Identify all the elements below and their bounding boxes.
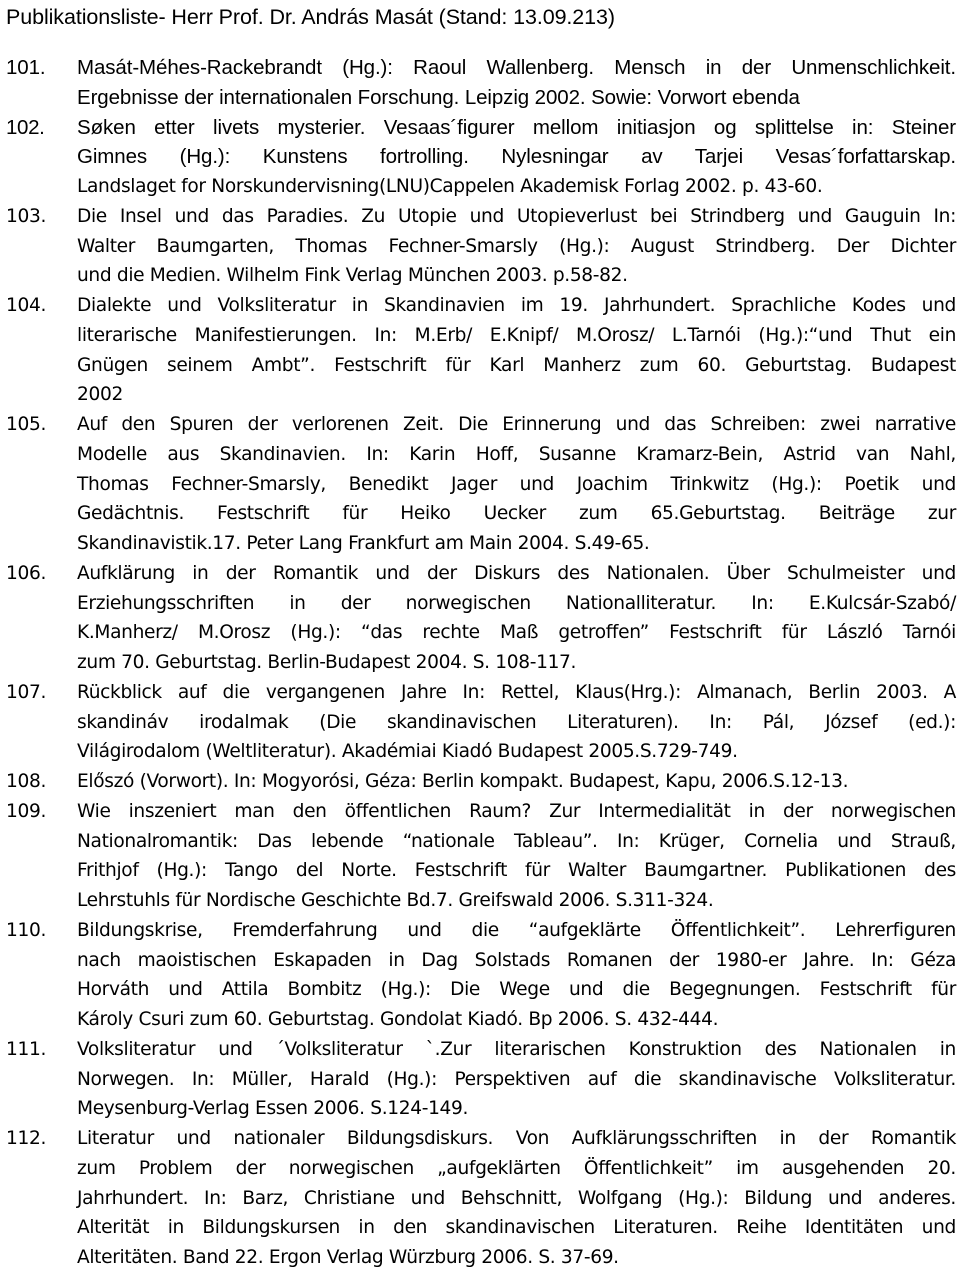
entry-text [77, 678, 956, 767]
publication-entry [0, 410, 960, 559]
publication-entry [0, 291, 960, 410]
entry-line: Landslaget for Norskundervisning(LNU)Cappelen Akademisk Forlag 2002. p. 43-60. [77, 176, 823, 197]
page-title: Publikationsliste- Herr Prof. Dr. András Masát (Stand: 13.09.213) [6, 5, 615, 29]
entry-line: Jahrhundert. In: Barz, Christiane und Behschnitt, Wolfgang (Hg.): Bildung und anderes. [77, 1187, 956, 1209]
entry-text [77, 797, 956, 916]
entry-line: Ergebnisse der internationalen Forschung. Leipzig 2002. Sowie: Vorwort ebenda [77, 85, 800, 109]
entry-text [77, 202, 956, 291]
entry-line: Die Insel und das Paradies. Zu Utopie und Utopieverlust bei Strindberg und Gauguin In: [77, 205, 956, 227]
entry-line: Nationalromantik: Das lebende “nationale Tableau”. In: Krüger, Cornelia und Strauß, [77, 830, 956, 852]
publication-entry [0, 916, 960, 1035]
entry-line: Modelle aus Skandinavien. In: Karin Hoff, Susanne Kramarz-Bein, Astrid van Nahl, [77, 443, 956, 465]
entry-line: Søken etter livets mysterier. Vesaas´figurer mellom initiasjon og splittelse in: Steiner [77, 115, 956, 139]
publication-entry [0, 1035, 960, 1124]
entry-line: Alteritäten. Band 22. Ergon Verlag Würzburg 2006. S. 37-69. [77, 1247, 619, 1268]
entry-line: zum 70. Geburtstag. Berlin-Budapest 2004. S. 108-117. [77, 652, 577, 673]
entry-number: 111. [6, 1038, 47, 1060]
entry-line: Thomas Fechner-Smarsly, Benedikt Jager und Joachim Trinkwitz (Hg.): Poetik und [77, 473, 956, 495]
entry-text [77, 410, 956, 559]
entry-text [77, 916, 956, 1035]
entry-number: 104. [6, 295, 47, 316]
entry-number: 108. [6, 771, 47, 792]
entry-line: Dialekte und Volksliteratur in Skandinavien im 19. Jahrhundert. Sprachliche Kodes und [77, 295, 956, 316]
entry-line: Volksliteratur und ´Volksliteratur `.Zur literarischen Konstruktion des Nationalen in [77, 1038, 956, 1060]
entry-text [77, 53, 956, 113]
entry-number: 101. [6, 56, 46, 79]
publication-entry [0, 767, 960, 797]
entry-number: 112. [6, 1128, 47, 1149]
entry-line: Aufklärung in der Romantik und der Diskurs des Nationalen. Über Schulmeister und [77, 562, 956, 584]
entry-line: Masát-Méhes-Rackebrandt (Hg.): Raoul Wallenberg. Mensch in der Unmenschlichkeit. [77, 56, 956, 79]
entry-line: Gimnes (Hg.): Kunstens fortrolling. Nylesningar av Tarjei Vesas´forfattarskap. [77, 145, 956, 169]
entry-text [77, 113, 956, 202]
entry-line: Rückblick auf die vergangenen Jahre In: Rettel, Klaus(Hrg.): Almanach, Berlin 2003. A [77, 681, 956, 703]
entry-text [77, 559, 956, 678]
publication-entry [0, 559, 960, 678]
entry-text [77, 1035, 956, 1124]
entry-line: Lehrstuhls für Nordische Geschichte Bd.7. Greifswald 2006. S.311-324. [77, 890, 714, 911]
entry-line: Horváth und Attila Bombitz (Hg.): Die Wege und die Begegnungen. Festschrift für [77, 979, 956, 1001]
entry-line: Meysenburg-Verlag Essen 2006. S.124-149. [77, 1098, 469, 1120]
entry-line: Frithjof (Hg.): Tango del Norte. Festschrift für Walter Baumgartner. Publikationen des [77, 860, 956, 882]
entry-line: Literatur und nationaler Bildungsdiskurs. Von Aufklärungsschriften in der Romantik [77, 1128, 956, 1149]
entry-line: Erziehungsschriften in der norwegischen Nationalliteratur. In: E.Kulcsár-Szabó/ [77, 592, 956, 614]
publication-entry [0, 797, 960, 916]
entry-line: Gnügen seinem Ambt”. Festschrift für Karl Manherz zum 60. Geburtstag. Budapest [77, 354, 956, 376]
entry-line: zum Problem der norwegischen „aufgeklärten Öffentlichkeit” im ausgehenden 20. [77, 1157, 956, 1179]
entry-line: Skandinavistik.17. Peter Lang Frankfurt am Main 2004. S.49-65. [77, 533, 650, 554]
entry-number: 106. [6, 562, 47, 584]
entry-text [77, 767, 956, 797]
entry-line: Auf den Spuren der verlorenen Zeit. Die Erinnerung und das Schreiben: zwei narrative [77, 414, 956, 435]
entry-line: Gedächtnis. Festschrift für Heiko Uecker zum 65.Geburtstag. Beiträge zur [77, 503, 956, 525]
entry-number: 102. [6, 115, 45, 139]
entry-text [77, 1124, 956, 1273]
entry-line: Alterität in Bildungskursen in den skandinavischen Literaturen. Reihe Identitäten und [77, 1217, 956, 1239]
entry-text [77, 291, 956, 410]
entry-number: 107. [6, 681, 47, 703]
entry-line: Wie inszeniert man den öffentlichen Raum? Zur Intermedialität in der norwegischen [77, 800, 956, 822]
publication-entry [0, 202, 960, 291]
entry-number: 109. [6, 800, 47, 822]
publication-entry [0, 1124, 960, 1273]
entry-number: 103. [6, 205, 47, 227]
entry-line: 2002 [77, 384, 123, 406]
publication-entry [0, 678, 960, 767]
entry-line: Norwegen. In: Müller, Harald (Hg.): Perspektiven auf die skandinavische Volksliteratur. [77, 1068, 956, 1090]
entry-line: literarische Manifestierungen. In: M.Erb/ E.Knipf/ M.Orosz/ L.Tarnói (Hg.):“und Thut ein [77, 324, 956, 346]
entry-line: nach maoistischen Eskapaden in Dag Solstads Romanen der 1980-er Jahre. In: Géza [77, 949, 956, 971]
publication-list [0, 53, 960, 1273]
entry-line: und die Medien. Wilhelm Fink Verlag München 2003. p.58-82. [77, 265, 628, 287]
entry-line: skandináv irodalmak (Die skandinavischen Literaturen). In: Pál, József (ed.): [77, 711, 956, 733]
entry-line: Előszó (Vorwort). In: Mogyorósi, Géza: Berlin kompakt. Budapest, Kapu, 2006.S.12-13. [77, 771, 849, 792]
publication-entry [0, 53, 960, 113]
entry-line: Világirodalom (Weltliteratur). Akadémiai Kiadó Budapest 2005.S.729-749. [77, 741, 738, 763]
entry-number: 110. [6, 919, 47, 941]
entry-line: Walter Baumgarten, Thomas Fechner-Smarsly (Hg.): August Strindberg. Der Dichter [77, 235, 956, 257]
entry-line: Károly Csuri zum 60. Geburtstag. Gondolat Kiadó. Bp 2006. S. 432-444. [77, 1009, 719, 1030]
publication-entry [0, 113, 960, 202]
entry-line: Bildungskrise, Fremderfahrung und die “aufgeklärte Öffentlichkeit”. Lehrerfiguren [77, 919, 956, 941]
entry-line: K.Manherz/ M.Orosz (Hg.): “das rechte Maß getroffen” Festschrift für László Tarnói [77, 622, 956, 644]
entry-number: 105. [6, 414, 47, 435]
